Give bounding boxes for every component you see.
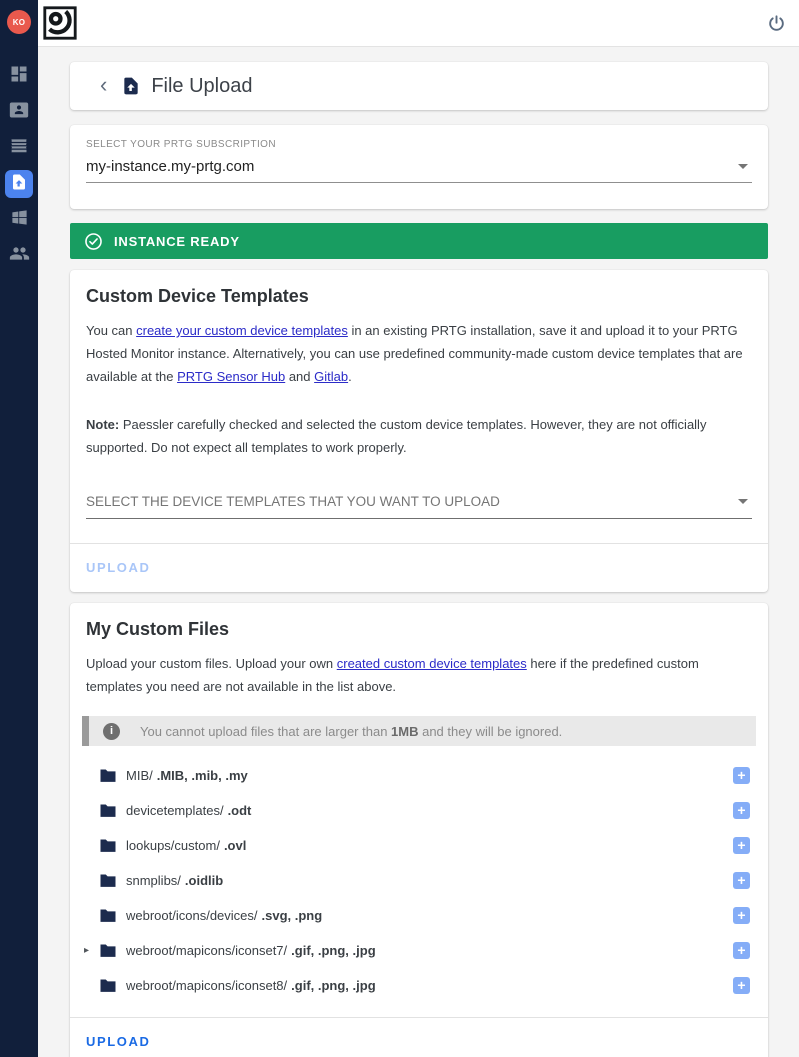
sidebar-item-logs[interactable]: [5, 134, 33, 162]
file-upload-icon: [121, 76, 141, 96]
add-file-button[interactable]: +: [733, 942, 750, 959]
custom-device-templates-card: [70, 270, 768, 592]
folder-icon: [99, 803, 117, 818]
files-description: [86, 653, 752, 699]
dropdown-arrow-icon: [738, 499, 748, 504]
sidebar-nav: [5, 62, 33, 278]
folder-path: MIB/: [126, 768, 153, 784]
add-file-button[interactable]: +: [733, 977, 750, 994]
paessler-logo[interactable]: [41, 4, 79, 42]
folder-label: [126, 768, 248, 783]
folder-row: [82, 933, 756, 968]
folder-label: [126, 838, 246, 853]
folder-path: snmplibs/: [126, 873, 181, 889]
folder-label: [126, 908, 322, 923]
add-file-button[interactable]: +: [733, 802, 750, 819]
folder-label: [126, 978, 376, 993]
add-file-button[interactable]: +: [733, 907, 750, 924]
files-upload-row: [70, 1017, 768, 1057]
expand-caret-icon[interactable]: ▸: [84, 945, 90, 957]
folder-path: webroot/mapicons/iconset8/: [126, 978, 288, 994]
text-segment: .: [348, 368, 352, 384]
dropdown-arrow-icon: [738, 164, 748, 169]
folder-label: [126, 873, 223, 888]
templates-note: [86, 414, 752, 460]
folder-icon: [99, 873, 117, 888]
folder-row: [82, 758, 756, 793]
text-segment: You can: [86, 323, 137, 338]
folder-extensions: .svg, .png: [261, 908, 323, 924]
sidebar-item-file-upload[interactable]: [5, 170, 33, 198]
folder-extensions: .MIB, .mib, .my: [156, 768, 248, 784]
list-icon: [9, 136, 29, 161]
folder-path: webroot/mapicons/iconset7/: [126, 943, 288, 959]
card-title: Custom Device Templates: [86, 286, 309, 306]
folder-icon: [99, 978, 117, 993]
folder-label: [126, 943, 376, 958]
folder-list: [82, 758, 756, 1003]
templates-upload-button[interactable]: UPLOAD: [86, 559, 151, 575]
folder-icon: [99, 943, 117, 958]
status-banner: [70, 223, 768, 259]
text-segment: Paessler carefully checked and selected the custom device templates. However, they are not officially supported. Do not expect all templates to work properly.: [86, 417, 707, 455]
info-icon: i: [103, 723, 120, 740]
folder-extensions: .gif, .png, .jpg: [291, 978, 376, 994]
size-limit-text: [140, 724, 562, 739]
file-upload-icon: [10, 173, 28, 196]
add-file-button[interactable]: +: [733, 837, 750, 854]
subscription-card: [70, 125, 768, 209]
add-file-button[interactable]: +: [733, 767, 750, 784]
status-text: INSTANCE READY: [114, 233, 240, 249]
sidebar-item-contacts[interactable]: [5, 98, 33, 126]
page-header-card: [70, 62, 768, 110]
main-content: [38, 47, 799, 1057]
folder-icon: [99, 768, 117, 783]
templates-description: [86, 320, 752, 388]
folder-extensions: .gif, .png, .jpg: [291, 943, 376, 959]
page-title: File Upload: [151, 74, 253, 97]
windows-icon: [10, 208, 29, 232]
sidebar-item-user-groups[interactable]: [5, 242, 33, 270]
topbar: [38, 0, 799, 47]
sidebar: [0, 0, 38, 1057]
text-segment: here if the predefined custom templates you need are not available in the list above.: [86, 655, 699, 694]
gitlab-link[interactable]: Gitlab: [314, 368, 349, 384]
card-title: My Custom Files: [86, 618, 230, 639]
subscription-value: my-instance.my-prtg.com: [86, 158, 255, 175]
folder-row: [82, 828, 756, 863]
folder-row: [82, 968, 756, 1003]
folder-path: lookups/custom/: [126, 838, 220, 854]
created-templates-link[interactable]: created custom device templates: [336, 655, 527, 671]
folder-label: [126, 803, 251, 818]
avatar[interactable]: KO: [7, 10, 31, 34]
add-file-button[interactable]: +: [733, 872, 750, 889]
sensor-hub-link[interactable]: PRTG Sensor Hub: [177, 368, 286, 384]
size-value: 1MB: [391, 723, 419, 739]
device-templates-placeholder: SELECT THE DEVICE TEMPLATES THAT YOU WANT TO UPLOAD: [86, 493, 500, 509]
note-label: Note:: [86, 417, 120, 433]
device-templates-select[interactable]: [86, 494, 752, 519]
contact-badge-icon: [9, 100, 29, 125]
sidebar-item-dashboard[interactable]: [5, 62, 33, 90]
folder-row: [82, 793, 756, 828]
folder-path: devicetemplates/: [126, 803, 224, 819]
my-custom-files-card: [70, 603, 768, 1057]
size-limit-banner: [82, 716, 756, 746]
folder-extensions: .oidlib: [184, 873, 224, 889]
subscription-label: SELECT YOUR PRTG SUBSCRIPTION: [86, 139, 276, 150]
folder-path: webroot/icons/devices/: [126, 908, 258, 924]
text-segment: Upload your custom files. Upload your own: [86, 655, 337, 671]
text-segment: You cannot upload files that are larger than: [140, 723, 392, 739]
templates-upload-row: [70, 543, 768, 592]
sidebar-item-windows-apps[interactable]: [5, 206, 33, 234]
folder-icon: [99, 838, 117, 853]
folder-icon: [99, 908, 117, 923]
text-segment: and: [285, 368, 315, 384]
people-icon: [9, 243, 30, 269]
text-segment: in an existing PRTG installation, save it and upload it to your PRTG Hosted Monitor instance. Alternatively, you can use predefined community-made custom device templates that are available at the: [86, 323, 743, 384]
power-icon[interactable]: [767, 14, 786, 33]
folder-row: [82, 863, 756, 898]
create-templates-link[interactable]: create your custom device templates: [136, 323, 348, 338]
files-upload-button[interactable]: UPLOAD: [86, 1034, 151, 1050]
folder-extensions: .ovl: [223, 838, 247, 854]
subscription-select[interactable]: [86, 158, 752, 183]
dashboard-icon: [9, 64, 29, 89]
text-segment: and they will be ignored.: [418, 723, 563, 739]
folder-row: [82, 898, 756, 933]
folder-extensions: .odt: [227, 803, 252, 819]
back-icon[interactable]: ‹: [100, 72, 108, 97]
check-circle-icon: [84, 232, 103, 251]
